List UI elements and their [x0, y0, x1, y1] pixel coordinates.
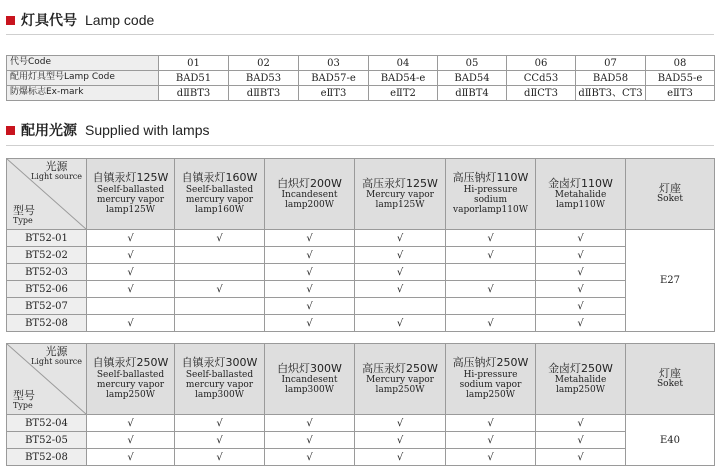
lamp-header	[175, 344, 265, 415]
empty-cell	[446, 298, 536, 315]
type-cn: 型号	[13, 204, 35, 218]
check-mark: √	[355, 449, 446, 466]
check-mark: √	[355, 281, 446, 298]
row-label: 防爆标志Ex-mark	[7, 86, 159, 101]
table-row	[7, 230, 715, 247]
lamp-name-en: Mercury vapor lamp250W	[366, 374, 434, 396]
check-mark: √	[265, 247, 355, 264]
lamp-header	[265, 159, 355, 230]
divider	[6, 34, 714, 35]
socket-en: Soket	[657, 379, 683, 390]
lamp-code-row	[7, 71, 715, 86]
lamp-name-cn: 自镇汞灯160W	[181, 171, 258, 185]
check-mark: √	[87, 315, 175, 332]
code-cell: 04	[369, 56, 438, 71]
check-mark: √	[265, 432, 355, 449]
check-mark: √	[87, 432, 175, 449]
socket-value: E27	[626, 230, 715, 332]
model-cell: BT52-08	[7, 449, 87, 466]
lamp-header	[265, 344, 355, 415]
empty-cell	[175, 247, 265, 264]
lamp-name-cn: 金卤灯250W	[548, 361, 613, 375]
code-cell: dⅡCT3	[507, 86, 576, 101]
check-mark: √	[536, 264, 626, 281]
check-mark: √	[446, 247, 536, 264]
empty-cell	[355, 298, 446, 315]
lamp-name-cn: 金卤灯110W	[548, 176, 613, 190]
lamp-name-en: Seelf-ballasted mercury vapor lamp250W	[96, 369, 165, 401]
section-lamp-code-heading	[6, 10, 154, 30]
check-mark: √	[355, 315, 446, 332]
section-title-en: Supplied with lamps	[85, 122, 210, 138]
check-mark: √	[265, 315, 355, 332]
check-mark: √	[87, 264, 175, 281]
code-cell: 02	[229, 56, 299, 71]
code-cell: dⅡBT3、CT3	[576, 86, 646, 101]
code-cell: 07	[576, 56, 646, 71]
row-label: 代号Code	[7, 56, 159, 71]
type-label	[13, 205, 35, 226]
check-mark: √	[536, 247, 626, 264]
check-mark: √	[87, 230, 175, 247]
code-cell: CCd53	[507, 71, 576, 86]
table-row	[7, 247, 715, 264]
lamp-name-cn: 自镇汞灯300W	[181, 356, 258, 370]
code-cell: eⅡT3	[646, 86, 715, 101]
check-mark: √	[446, 432, 536, 449]
table-row	[7, 432, 715, 449]
check-mark: √	[355, 432, 446, 449]
code-cell: BAD51	[159, 71, 229, 86]
lamp-name-cn: 高压钠灯110W	[452, 171, 529, 185]
table-row	[7, 298, 715, 315]
lamp-header	[175, 159, 265, 230]
check-mark: √	[265, 415, 355, 432]
lamp-header	[536, 344, 626, 415]
check-mark: √	[175, 415, 265, 432]
check-mark: √	[536, 315, 626, 332]
code-cell: eⅡT2	[369, 86, 438, 101]
lamp-name-en: Seelf-ballasted mercury vapor lamp300W	[185, 369, 254, 401]
type-cn: 型号	[13, 389, 35, 403]
empty-cell	[175, 315, 265, 332]
lamp-name-en: Seelf-ballasted mercury vapor lamp125W	[96, 184, 165, 216]
lamp-name-cn: 自镇汞灯250W	[92, 356, 169, 370]
code-cell: BAD54	[438, 71, 507, 86]
lamp-header	[446, 159, 536, 230]
check-mark: √	[355, 415, 446, 432]
check-mark: √	[265, 449, 355, 466]
lamp-code-row	[7, 56, 715, 71]
lamp-name-cn: 白炽灯300W	[277, 361, 342, 375]
empty-cell	[175, 298, 265, 315]
model-cell: BT52-08	[7, 315, 87, 332]
section-title-cn: 灯具代号	[21, 13, 77, 29]
lamp-name-en: Incandesent lamp300W	[281, 374, 338, 396]
lamp-header	[87, 159, 175, 230]
socket-header	[626, 344, 715, 415]
check-mark: √	[265, 264, 355, 281]
light-source-label	[31, 161, 82, 181]
code-cell: 06	[507, 56, 576, 71]
lamp-name-en: Seelf-ballasted mercury vapor lamp160W	[185, 184, 254, 216]
table-row	[7, 415, 715, 432]
model-cell: BT52-05	[7, 432, 87, 449]
model-cell: BT52-01	[7, 230, 87, 247]
socket-header	[626, 159, 715, 230]
check-mark: √	[175, 449, 265, 466]
check-mark: √	[175, 230, 265, 247]
model-cell: BT52-03	[7, 264, 87, 281]
check-mark: √	[536, 415, 626, 432]
code-cell: dⅡBT4	[438, 86, 507, 101]
check-mark: √	[536, 281, 626, 298]
light-source-label	[31, 346, 82, 366]
check-mark: √	[446, 449, 536, 466]
section-title-cn: 配用光源	[21, 123, 77, 139]
lamp-name-en: Metahalide lamp250W	[554, 374, 607, 396]
check-mark: √	[87, 415, 175, 432]
lamp-name-en: Incandesent lamp200W	[281, 189, 338, 211]
check-mark: √	[536, 230, 626, 247]
check-mark: √	[536, 449, 626, 466]
code-cell: dⅡBT3	[159, 86, 229, 101]
lamp-name-cn: 高压钠灯250W	[452, 356, 529, 370]
table-row	[7, 315, 715, 332]
check-mark: √	[87, 449, 175, 466]
section-supplied-lamps-heading	[6, 120, 210, 140]
type-en: Type	[13, 401, 33, 411]
type-en: Type	[13, 216, 33, 226]
red-square-icon	[6, 16, 15, 25]
check-mark: √	[265, 230, 355, 247]
check-mark: √	[265, 298, 355, 315]
code-cell: BAD54-e	[369, 71, 438, 86]
light-source-cn: 光源	[45, 160, 68, 173]
light-source-cn: 光源	[45, 345, 68, 358]
model-cell: BT52-02	[7, 247, 87, 264]
lamp-code-row	[7, 86, 715, 101]
lamp-name-cn: 自镇汞灯125W	[92, 171, 169, 185]
socket-cn: 灯座	[659, 367, 681, 380]
code-cell: BAD58	[576, 71, 646, 86]
model-cell: BT52-07	[7, 298, 87, 315]
check-mark: √	[446, 281, 536, 298]
lamp-name-en: Hi-pressure sodium vapor lamp250W	[459, 369, 522, 401]
socket-value: E40	[626, 415, 715, 466]
row-label: 配用灯具型号Lamp Code	[7, 71, 159, 86]
lamp-code-table	[6, 55, 715, 101]
check-mark: √	[87, 247, 175, 264]
check-mark: √	[87, 281, 175, 298]
code-cell: BAD55-e	[646, 71, 715, 86]
divider	[6, 145, 714, 146]
check-mark: √	[265, 281, 355, 298]
section-title-en: Lamp code	[85, 12, 155, 28]
model-cell: BT52-06	[7, 281, 87, 298]
table-row	[7, 281, 715, 298]
corner-header	[7, 344, 87, 415]
lamp-name-cn: 白炽灯200W	[277, 176, 342, 190]
check-mark: √	[536, 298, 626, 315]
header-row	[7, 159, 715, 230]
light-source-en: Light source	[30, 172, 82, 182]
table-row	[7, 264, 715, 281]
code-cell: 08	[646, 56, 715, 71]
corner-header	[7, 159, 87, 230]
light-source-en: Light source	[30, 357, 82, 367]
lamp-header	[446, 344, 536, 415]
code-cell: BAD57-e	[299, 71, 369, 86]
check-mark: √	[355, 230, 446, 247]
supplied-lamps-table-b	[6, 343, 715, 466]
supplied-lamps-table-a	[6, 158, 715, 332]
check-mark: √	[175, 432, 265, 449]
socket-en: Soket	[657, 194, 683, 205]
code-cell: dⅡBT3	[229, 86, 299, 101]
check-mark: √	[355, 247, 446, 264]
header-row	[7, 344, 715, 415]
check-mark: √	[446, 315, 536, 332]
lamp-header	[355, 159, 446, 230]
socket-cn: 灯座	[659, 182, 681, 195]
lamp-name-en: Hi-pressure sodium vaporlamp110W	[453, 184, 528, 216]
empty-cell	[446, 264, 536, 281]
check-mark: √	[355, 264, 446, 281]
lamp-name-cn: 高压汞灯250W	[362, 361, 438, 375]
check-mark: √	[175, 281, 265, 298]
table-row	[7, 449, 715, 466]
red-square-icon	[6, 126, 15, 135]
lamp-header	[355, 344, 446, 415]
empty-cell	[175, 264, 265, 281]
lamp-name-en: Metahalide lamp110W	[554, 189, 607, 211]
empty-cell	[87, 298, 175, 315]
lamp-name-cn: 高压汞灯125W	[362, 176, 438, 190]
code-cell: 03	[299, 56, 369, 71]
model-cell: BT52-04	[7, 415, 87, 432]
type-label	[13, 390, 35, 411]
code-cell: eⅡT3	[299, 86, 369, 101]
lamp-name-en: Mercury vapor lamp125W	[366, 189, 434, 211]
check-mark: √	[536, 432, 626, 449]
lamp-header	[87, 344, 175, 415]
code-cell: BAD53	[229, 71, 299, 86]
check-mark: √	[446, 230, 536, 247]
check-mark: √	[446, 415, 536, 432]
lamp-header	[536, 159, 626, 230]
code-cell: 05	[438, 56, 507, 71]
code-cell: 01	[159, 56, 229, 71]
